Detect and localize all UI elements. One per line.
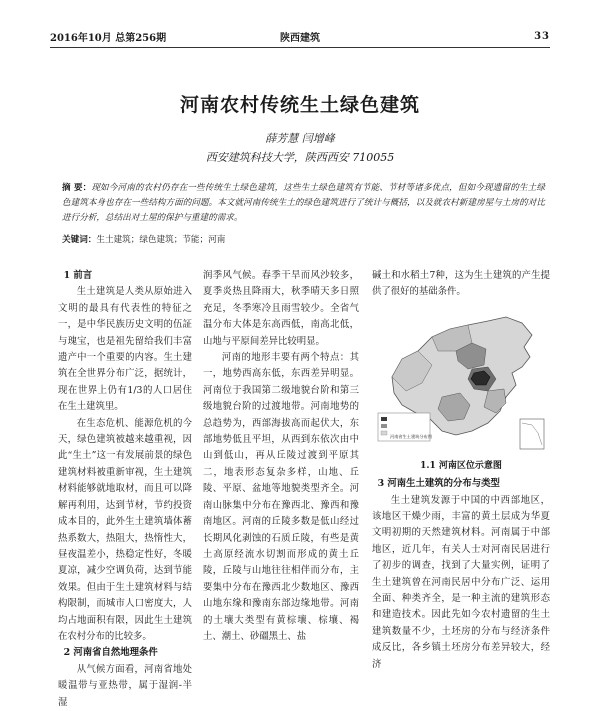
header-rule bbox=[50, 47, 550, 48]
section-heading-distribution: 3 河南生土建筑的分布与类型 bbox=[377, 478, 500, 490]
paragraph: 在生态危机、能源危机的今天，绿色建筑被越来越重视，因此“生土”这一有发展前景的绿色建筑材料被重新审视，生土建筑材料能够就地取材，而且可以降解再利用，达到节材，节约投资成本目的，此外生土建筑墙体蓄热系数大，热阻大，热惰性大，昼夜温差小，热稳定性好，冬暖夏凉，减少空调负荷，达到节能效果。但由于生土建筑材料与结构限制，而城市人口密度大，人均占地面积有限，因此生土建筑在农村分布的比较多。 bbox=[58, 417, 192, 642]
paragraph: 河南的地形丰要有两个特点：其一，地势西高东低，东西差异明显。河南位于我国第二级地貌台阶和第三级地貌台阶的过渡地带。河南地势的总趋势为，西部海拔高而起伏大，东部地势低且平坦，从西到东依次由中山到低山，再从丘陵过渡到平原其二，地表形态复杂多样，山地、丘陵、平原、盆地等地貌类型齐全。河南山脉集中分布在豫西北、豫西和豫南地区。河南的丘陵多数是低山经过长期风化剥蚀的石质丘陵，有些是黄土高原经流水切割而形成的黄土丘陵，丘陵与山地往往相伴而分布，主要集中分布在豫西北少数地区、豫西山地东缘和豫南东部边缘地带。河南的土壤大类型有黄棕壤、棕壤、褐土、潮土、砂礓黑土、盐 bbox=[203, 352, 359, 642]
paragraph: 生土建筑是人类从原始进入文明的最具有代表性的特征之一，是中华民族历史文明的伍証与瑰宝，也是祖先留给我们丰富遗产中一个重要的内容。生土建筑在全世界分布广泛，据统计，现在世界上仍有1/3的人口居住在生土建筑里。 bbox=[58, 286, 192, 413]
column-2 bbox=[203, 268, 359, 645]
page-number: 33 bbox=[534, 30, 550, 42]
figure-caption: 1.1 河南区位示意图 bbox=[420, 460, 502, 471]
affiliation: 西安建筑科技大学，陕西西安 710055 bbox=[205, 151, 395, 164]
paragraph: 润季风气候。春季干旱而风沙较多，夏季炎热且降雨大，秋季晴天多日照充足，冬季寒冷且雨雪较少。全省气温分布大体是东高西低，南高北低，山地与平原间差异比较明显。 bbox=[203, 270, 359, 347]
section-heading-intro: 1 前言 bbox=[63, 270, 93, 281]
abstract-text: 现如今河南的农村仍存在一些传统生土绿色建筑，这些生土绿色建筑有节能、节材等诸多优点，但如今现遗留的生土绿色建筑本身也存在一些结构方面的问题。本文就河南传统生土的绿色建筑进行了统计与概括，以及就农村新建房屋与土房的对比进行分析，总结出对土屋的保护与重建的需求。 bbox=[62, 183, 545, 223]
article-title: 河南农村传统生土绿色建筑 bbox=[179, 94, 420, 116]
legend-swatch bbox=[381, 424, 387, 428]
china-map-graphic bbox=[372, 307, 550, 455]
keywords-text: 生土建筑；绿色建筑；节能；河南 bbox=[96, 235, 226, 245]
section-heading-geography: 2 河南省自然地理条件 bbox=[63, 647, 158, 659]
legend-swatch bbox=[381, 417, 387, 421]
legend-swatch bbox=[381, 431, 387, 435]
paragraph: 碱土和水稻土7种，这为生土建筑的产生提供了很好的基础条件。 bbox=[372, 270, 550, 298]
issue-info: 2016年10月 总第256期 bbox=[50, 32, 167, 44]
location-map-figure bbox=[372, 307, 550, 455]
keywords bbox=[62, 233, 545, 248]
column-3 bbox=[372, 268, 550, 673]
keywords-label: 关键词： bbox=[62, 235, 97, 245]
journal-name: 陕西建筑 bbox=[280, 32, 320, 44]
authors: 薛芳慧 闫增峰 bbox=[265, 132, 335, 145]
map-legend-title: 河南省生土建筑分布图 bbox=[390, 433, 432, 439]
abstract-label: 摘 要： bbox=[62, 183, 92, 193]
column-1 bbox=[58, 268, 192, 711]
abstract bbox=[62, 181, 545, 226]
running-header bbox=[50, 28, 550, 44]
paragraph: 生土建筑发源于中国的中西部地区，该地区干燥少雨，丰富的黄土层成为华夏文明初期的天然建筑材料。河南属于中部地区，近几年，有关人士对河南民居进行了初步的调查，找到了大量实例，证明了生土建筑曾在河南民居中分布广泛、运用全面、种类齐全，是一种主流的建筑形态和建造技术。因此先如今农村遗留的生土建筑数量不少，土坯房的分布与经济条件成反比，各乡镇土坯房分布差异较大，经济 bbox=[372, 494, 550, 670]
paragraph: 从气候方面看，河南省地处暖温带与亚热带，属于湿润-半湿 bbox=[58, 663, 192, 708]
